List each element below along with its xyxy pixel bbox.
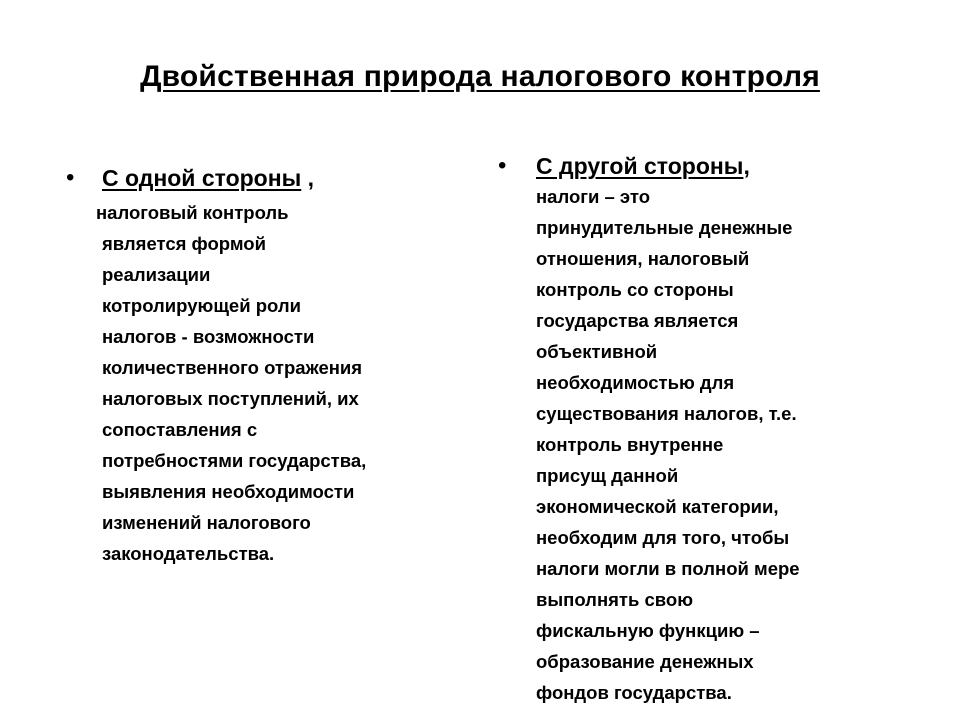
right-heading-punct: ,	[743, 153, 750, 179]
right-column	[498, 150, 898, 708]
text-line: изменений налогового	[102, 512, 311, 533]
left-bullet-row	[66, 162, 446, 194]
text-line: налоги могли в полной мере	[536, 558, 800, 579]
text-line: выявления необходимости	[102, 481, 355, 502]
text-line: необходим для того, чтобы	[536, 527, 790, 548]
text-line: существования налогов, т.е.	[536, 403, 797, 424]
text-line: законодательства.	[102, 543, 275, 564]
left-heading	[102, 162, 314, 194]
text-line: потребностями государства,	[102, 450, 367, 471]
text-line: присущ данной	[536, 465, 679, 486]
text-line: налоговых поступлений, их	[102, 388, 359, 409]
right-bullet-row	[498, 150, 898, 182]
text-line: отношения, налоговый	[536, 248, 750, 269]
text-line: является формой	[102, 233, 266, 254]
text-line: контроль со стороны	[536, 279, 734, 300]
bullet-icon: •	[498, 152, 507, 179]
text-line: государства является	[536, 310, 739, 331]
text-line: налогов - возможности	[102, 326, 315, 347]
right-heading-text: С другой стороны	[536, 153, 744, 179]
text-line: сопоставления с	[102, 419, 258, 440]
text-line: фискальную функцию –	[536, 620, 760, 641]
right-body-text	[536, 181, 898, 708]
text-line: фондов государства.	[536, 682, 732, 703]
text-line: экономической категории,	[536, 496, 779, 517]
text-line: количественного отражения	[102, 357, 363, 378]
text-line: принудительные денежные	[536, 217, 793, 238]
text-line: образование денежных	[536, 651, 754, 672]
text-line: котролирующей роли	[102, 295, 302, 316]
text-line: необходимостью для	[536, 372, 735, 393]
bullet-icon: •	[66, 164, 75, 191]
text-line: налоги – это	[536, 186, 651, 207]
text-line: контроль внутренне	[536, 434, 724, 455]
text-line: объективной	[536, 341, 658, 362]
left-column	[66, 162, 446, 569]
slide-title: Двойственная природа налогового контроля	[140, 60, 820, 93]
text-line: налоговый контроль	[96, 202, 289, 223]
left-heading-text: С одной стороны	[102, 165, 302, 191]
left-heading-punct: ,	[301, 165, 315, 191]
right-heading	[536, 150, 750, 182]
text-line: выполнять свою	[536, 589, 693, 610]
text-line: реализации	[102, 264, 211, 285]
left-body-text	[96, 197, 446, 569]
